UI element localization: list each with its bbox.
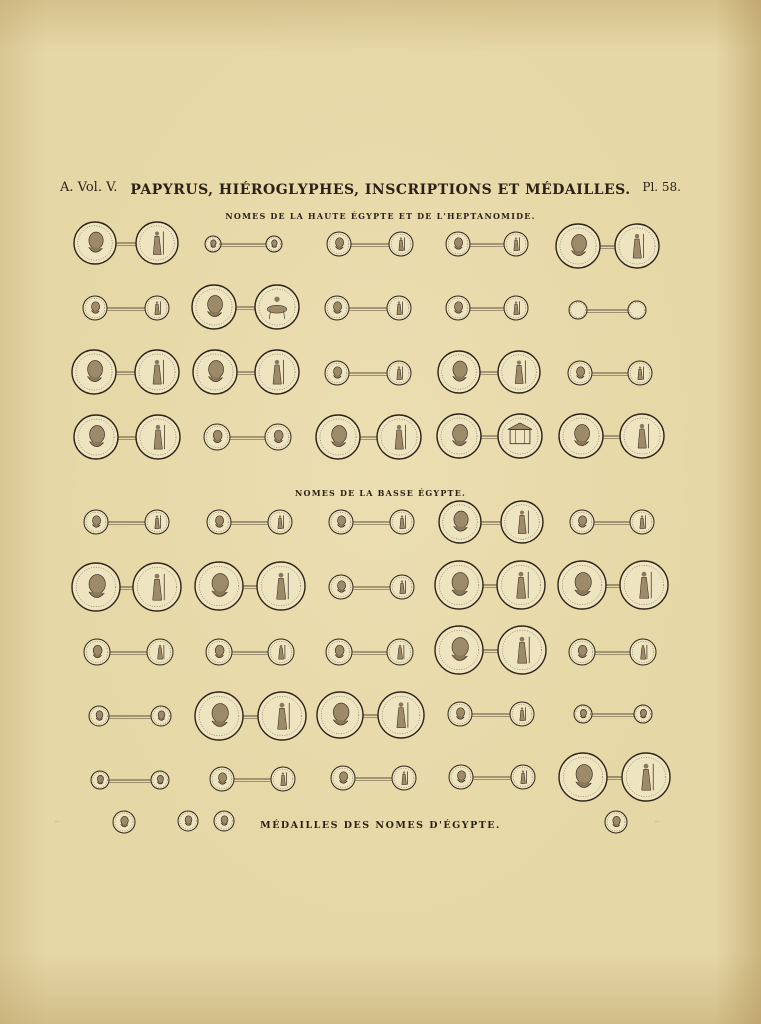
- coin-obverse: [329, 575, 353, 599]
- coin-pair: [206, 639, 294, 665]
- coin-reverse: [392, 766, 416, 790]
- coin-obverse: [559, 414, 603, 458]
- coin-reverse: [255, 285, 299, 329]
- coin-reverse: [387, 361, 411, 385]
- coin-pair: [72, 350, 179, 394]
- coin-reverse: [504, 296, 528, 320]
- coin-obverse: [326, 639, 352, 665]
- coin-obverse: [446, 296, 470, 320]
- coin-pair: [316, 415, 421, 459]
- coin-obverse: [568, 361, 592, 385]
- coin-pair: [74, 415, 180, 459]
- coin-obverse: [204, 424, 230, 450]
- coin-reverse: [628, 361, 652, 385]
- coin-pair: [331, 766, 416, 790]
- coin-pair: [446, 232, 528, 256]
- coin-pair: [568, 361, 652, 385]
- coin-reverse: [628, 301, 646, 319]
- coin-reverse: [390, 510, 414, 534]
- coin-reverse: [497, 561, 545, 609]
- coin-pair: [84, 639, 173, 665]
- coin-obverse: [192, 285, 236, 329]
- coin-reverse: [257, 562, 305, 610]
- coin-reverse: [147, 639, 173, 665]
- coin-reverse: [387, 639, 413, 665]
- coin-obverse: [556, 224, 600, 268]
- coin-reverse: [634, 705, 652, 723]
- coin-pair: [570, 510, 654, 534]
- coin-single: [605, 811, 627, 833]
- footer-title: MÉDAILLES DES NOMES D'ÉGYPTE.: [260, 820, 501, 831]
- coin-pair: [449, 765, 535, 789]
- coin-reverse: [145, 296, 169, 320]
- coin-reverse: [145, 510, 169, 534]
- coin-obverse: [446, 232, 470, 256]
- coin-reverse: [498, 414, 542, 458]
- coin-obverse: [439, 501, 481, 543]
- coin-single: [113, 811, 135, 833]
- coin-pair: [89, 706, 171, 726]
- coin-obverse: [435, 561, 483, 609]
- coin-obverse: [210, 767, 234, 791]
- coin-reverse: [258, 692, 306, 740]
- coin-pair: [569, 639, 656, 665]
- coin-obverse: [84, 639, 110, 665]
- coin-reverse: [504, 232, 528, 256]
- coin-reverse: [136, 222, 178, 264]
- coin-obverse: [325, 361, 349, 385]
- coin-reverse: [511, 765, 535, 789]
- coin-obverse: [83, 296, 107, 320]
- volume-label: A. Vol. V.: [60, 180, 118, 195]
- coin-pair: [195, 562, 305, 610]
- footer-coins: [113, 811, 627, 833]
- coin-pair: [72, 563, 181, 611]
- coin-reverse: [378, 692, 424, 738]
- coin-pair: [193, 350, 299, 394]
- coin-reverse: [133, 563, 181, 611]
- coin-pair: [83, 296, 169, 320]
- coin-obverse: [72, 350, 116, 394]
- coin-pair: [439, 501, 543, 543]
- coin-obverse: [435, 626, 483, 674]
- coin-pair: [574, 705, 652, 723]
- coin-obverse: [206, 639, 232, 665]
- coin-obverse: [195, 562, 243, 610]
- coin-reverse: [377, 415, 421, 459]
- coin-pair: [91, 771, 169, 789]
- coin-obverse: [74, 415, 118, 459]
- coin-pair: [437, 414, 542, 458]
- coin-reverse: [498, 351, 540, 393]
- coin-obverse: [558, 561, 606, 609]
- coin-obverse: [207, 510, 231, 534]
- coin-pair: [435, 561, 545, 609]
- coin-obverse: [329, 510, 353, 534]
- coin-reverse: [266, 236, 282, 252]
- coin-pair: [559, 414, 664, 458]
- coin-reverse: [630, 639, 656, 665]
- coin-obverse: [205, 236, 221, 252]
- coin-reverse: [151, 706, 171, 726]
- coin-pair: [195, 692, 306, 740]
- coin-obverse: [74, 222, 116, 264]
- coin-obverse: [449, 765, 473, 789]
- coin-pair: [204, 424, 291, 450]
- coin-reverse: [630, 510, 654, 534]
- coin-reverse: [501, 501, 543, 543]
- coin-single: [214, 811, 234, 831]
- coin-obverse: [438, 351, 480, 393]
- coin-pair: [446, 296, 528, 320]
- coin-obverse: [72, 563, 120, 611]
- coin-reverse: [622, 753, 670, 801]
- coin-obverse: [327, 232, 351, 256]
- coin-reverse: [151, 771, 169, 789]
- coin-pair: [325, 361, 411, 385]
- coin-obverse: [325, 296, 349, 320]
- coin-reverse: [510, 702, 534, 726]
- coin-reverse: [615, 224, 659, 268]
- coin-pair: [192, 285, 299, 329]
- engraver-credit-right: ...: [655, 818, 659, 823]
- coin-pair: [559, 753, 670, 801]
- coin-pair: [326, 639, 413, 665]
- coin-reverse: [387, 296, 411, 320]
- coin-single: [178, 811, 198, 831]
- engraver-credit-left: ...: [55, 818, 59, 823]
- coin-obverse: [316, 415, 360, 459]
- coin-pair: [325, 296, 411, 320]
- coin-pair: [438, 351, 540, 393]
- coin-pair: [210, 767, 295, 791]
- coin-pair: [205, 236, 282, 252]
- coin-reverse: [620, 414, 664, 458]
- coin-reverse: [265, 424, 291, 450]
- coin-obverse: [570, 510, 594, 534]
- coin-obverse: [569, 639, 595, 665]
- coin-reverse: [620, 561, 668, 609]
- coin-obverse: [89, 706, 109, 726]
- coin-pair: [569, 301, 646, 319]
- coin-reverse: [268, 639, 294, 665]
- coin-reverse: [136, 415, 180, 459]
- coin-obverse: [331, 766, 355, 790]
- coin-pair: [317, 692, 424, 738]
- coin-pair: [558, 561, 668, 609]
- coin-obverse: [448, 702, 472, 726]
- section-heading-lower: NOMES DE LA BASSE ÉGYPTE.: [295, 488, 466, 498]
- coin-obverse: [559, 753, 607, 801]
- coin-reverse: [389, 232, 413, 256]
- coin-reverse: [268, 510, 292, 534]
- coin-pair: [74, 222, 178, 264]
- coin-obverse: [193, 350, 237, 394]
- coin-obverse: [195, 692, 243, 740]
- coin-pair: [329, 510, 414, 534]
- coin-grid: [72, 222, 670, 801]
- plate-title: PAPYRUS, HIÉROGLYPHES, INSCRIPTIONS ET MÉDAILLES.: [130, 182, 631, 198]
- coin-obverse: [84, 510, 108, 534]
- coin-obverse: [437, 414, 481, 458]
- section-heading-upper: NOMES DE LA HAUTE ÉGYPTE ET DE L'HEPTANOMIDE.: [225, 211, 536, 221]
- coin-pair: [84, 510, 169, 534]
- coin-obverse: [91, 771, 109, 789]
- coin-reverse: [255, 350, 299, 394]
- coin-reverse: [271, 767, 295, 791]
- coin-pair: [327, 232, 413, 256]
- coin-pair: [556, 224, 659, 268]
- coin-reverse: [498, 626, 546, 674]
- coin-pair: [448, 702, 534, 726]
- coin-reverse: [135, 350, 179, 394]
- coin-reverse: [390, 575, 414, 599]
- coin-obverse: [574, 705, 592, 723]
- coin-obverse: [569, 301, 587, 319]
- coin-pair: [329, 575, 414, 599]
- coin-pair: [207, 510, 292, 534]
- plate-number: Pl. 58.: [642, 180, 681, 194]
- coin-pair: [435, 626, 546, 674]
- coin-obverse: [317, 692, 363, 738]
